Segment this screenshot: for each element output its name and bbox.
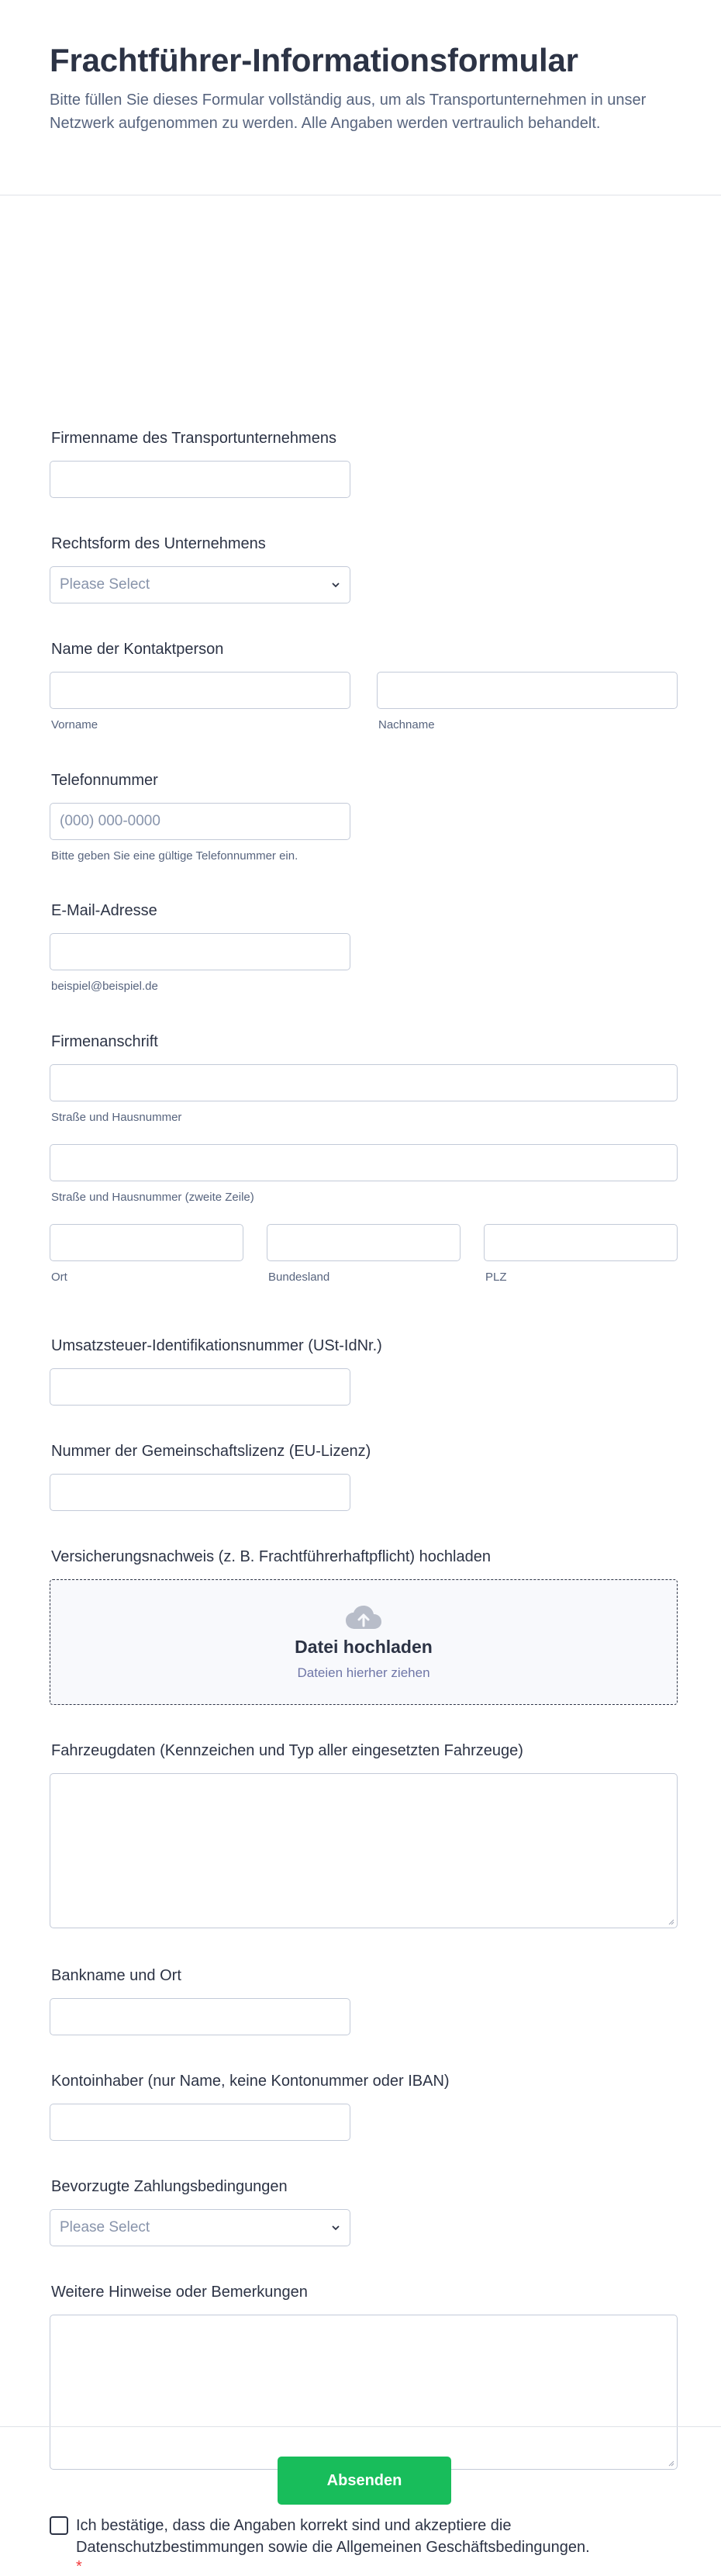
last-name-input[interactable]: [377, 672, 678, 709]
payment-terms-field: [50, 2177, 678, 2246]
form-header: [0, 0, 721, 195]
bank-label: Bankname und Ort: [51, 1967, 181, 1984]
payment-terms-selected: Please Select: [60, 2219, 150, 2235]
city-sublabel: Ort: [51, 1271, 67, 1284]
street2-input[interactable]: [50, 1144, 678, 1181]
account-holder-field: [50, 2071, 678, 2141]
license-input[interactable]: [50, 1474, 350, 1511]
vehicles-field: [50, 1741, 678, 1928]
form-footer: [0, 2426, 721, 2540]
phone-placeholder: (000) 000-0000: [60, 813, 160, 829]
account-holder-input[interactable]: [50, 2104, 350, 2141]
form-description: Bitte füllen Sie dieses Formular vollständig aus, um als Transportunternehmen in unser Netzwerk aufgenommen zu werden. Alle Angaben werden vertraulich behandelt.: [50, 92, 647, 132]
license-label: Nummer der Gemeinschaftslizenz (EU-Lizenz): [51, 1443, 371, 1460]
form-title: Frachtführer-Informationsformular: [50, 42, 578, 78]
consent-text: Ich bestätige, dass die Angaben korrekt sind und akzeptiere die Datenschutzbestimmungen sowie die Allgemeinen Geschäftsbedingungen.: [76, 2517, 590, 2556]
payment-terms-label: Bevorzugte Zahlungsbedingungen: [51, 2178, 288, 2195]
legal-form-select[interactable]: [50, 566, 350, 603]
address-field: [50, 1032, 678, 1284]
contact-name-label: Name der Kontaktperson: [51, 641, 224, 658]
address-label: Firmenanschrift: [51, 1033, 158, 1050]
resize-grip-icon[interactable]: [667, 1917, 674, 1925]
legal-form-field: [50, 534, 678, 603]
email-sublabel: beispiel@beispiel.de: [51, 980, 158, 993]
zip-input[interactable]: [484, 1224, 678, 1261]
legal-form-selected: Please Select: [60, 576, 150, 593]
contact-name-field: [50, 639, 678, 731]
state-sublabel: Bundesland: [268, 1271, 330, 1284]
required-asterisk: *: [76, 2558, 82, 2575]
notes-label: Weitere Hinweise oder Bemerkungen: [51, 2284, 308, 2301]
phone-label: Telefonnummer: [51, 772, 158, 789]
vehicles-label: Fahrzeugdaten (Kennzeichen und Typ aller eingesetzten Fahrzeuge): [51, 1742, 523, 1759]
zip-sublabel: PLZ: [485, 1271, 507, 1284]
chevron-down-icon: [331, 2223, 340, 2232]
bank-input[interactable]: [50, 1998, 350, 2035]
insurance-upload-label: Versicherungsnachweis (z. B. Frachtführerhaftpflicht) hochladen: [51, 1548, 491, 1565]
vat-field: [50, 1336, 678, 1406]
upload-hint: Dateien hierher ziehen: [297, 1665, 430, 1680]
file-upload-dropzone[interactable]: [50, 1579, 678, 1705]
bank-field: [50, 1966, 678, 2035]
phone-input[interactable]: [50, 803, 350, 840]
street-input[interactable]: [50, 1064, 678, 1101]
city-input[interactable]: [50, 1224, 243, 1261]
payment-terms-select[interactable]: [50, 2209, 350, 2246]
submit-button[interactable]: Absenden: [278, 2457, 451, 2505]
email-field: [50, 901, 678, 993]
phone-sublabel: Bitte geben Sie eine gültige Telefonnummer ein.: [51, 849, 298, 863]
account-holder-label: Kontoinhaber (nur Name, keine Kontonummer oder IBAN): [51, 2073, 450, 2090]
company-name-input[interactable]: [50, 461, 350, 498]
chevron-down-icon: [331, 580, 340, 590]
vat-label: Umsatzsteuer-Identifikationsnummer (USt-IdNr.): [51, 1337, 382, 1354]
legal-form-label: Rechtsform des Unternehmens: [51, 535, 266, 552]
cloud-upload-icon: [344, 1604, 383, 1632]
street-sublabel: Straße und Hausnummer: [51, 1111, 182, 1124]
company-name-field: [50, 428, 678, 498]
company-name-label: Firmenname des Transportunternehmens: [51, 430, 336, 447]
phone-field: [50, 770, 678, 863]
state-input[interactable]: [267, 1224, 461, 1261]
last-name-sublabel: Nachname: [378, 718, 435, 731]
upload-title: Datei hochladen: [295, 1636, 433, 1657]
first-name-input[interactable]: [50, 672, 350, 709]
insurance-upload-field: [50, 1547, 678, 1705]
email-label: E-Mail-Adresse: [51, 902, 157, 919]
first-name-sublabel: Vorname: [51, 718, 98, 731]
license-field: [50, 1441, 678, 1511]
vehicles-textarea[interactable]: [50, 1773, 678, 1928]
email-input[interactable]: [50, 933, 350, 970]
vat-input[interactable]: [50, 1368, 350, 1406]
street2-sublabel: Straße und Hausnummer (zweite Zeile): [51, 1191, 254, 1204]
